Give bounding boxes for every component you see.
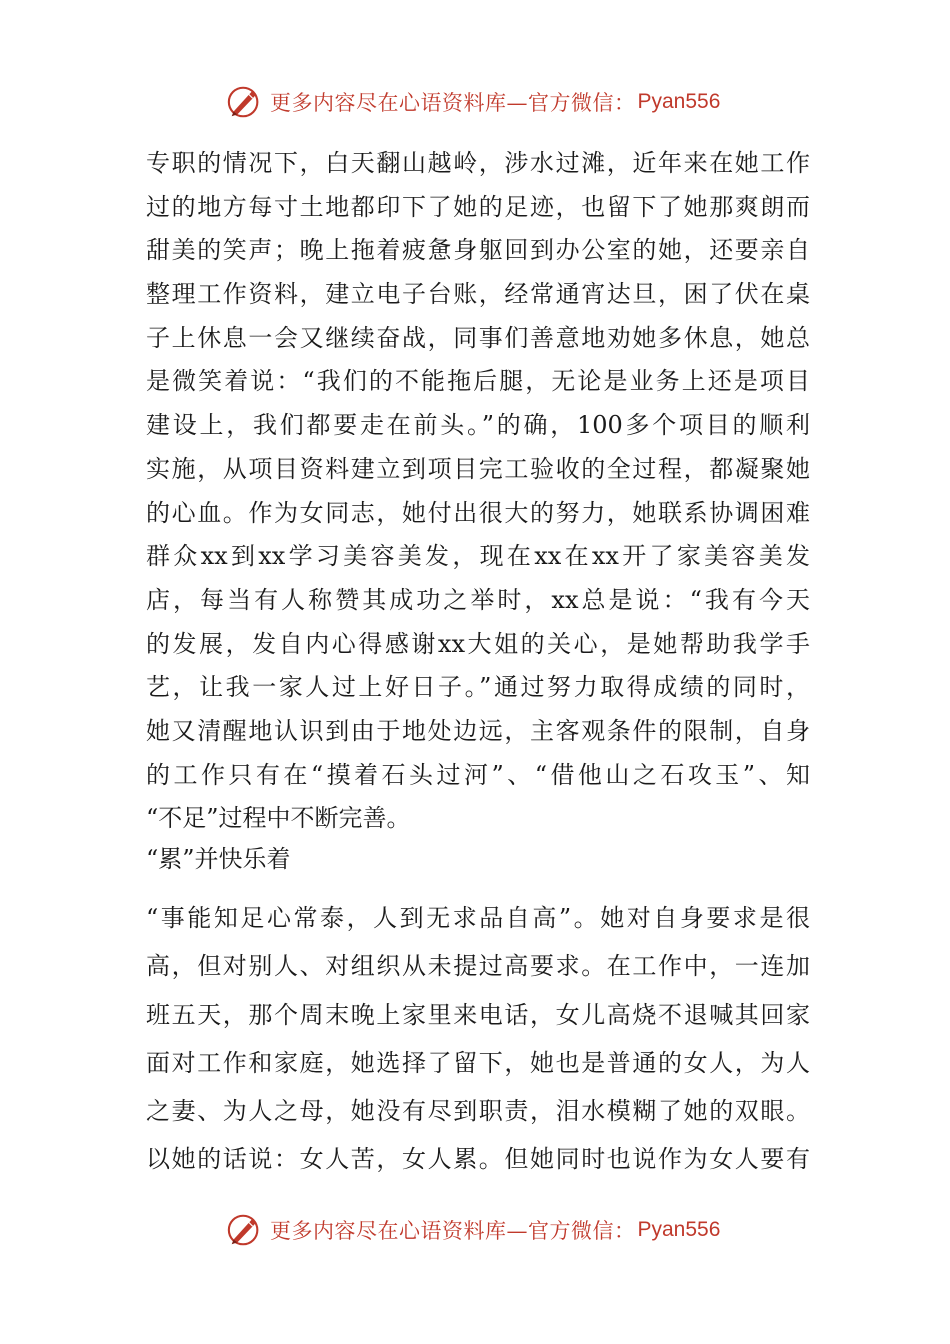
pen-logo-icon [226,83,264,121]
text-line: 班五天，那个周末晚上家里来电话，女儿高烧不退喊其回家 [146,1000,810,1029]
text-line: 面对工作和家庭，她选择了留下，她也是普通的女人，为人 [146,1048,810,1077]
footer-banner [226,1210,720,1250]
text-line: 甜美的笑声；晚上拖着疲惫身躯回到办公室的她，还要亲自 [146,236,810,265]
header-banner-handle: Pyan556 [637,90,721,113]
text-line: 她又清醒地认识到由于地处边远，主客观条件的限制，自身 [146,716,810,745]
paragraph-1 [146,142,810,841]
text-line: 高，但对别人、对组织从未提过高要求。在工作中，一连加 [146,952,810,981]
text-line: 的工作只有在“摸着石头过河”、“借他山之石攻玉”、知 [146,760,810,789]
text-line: 专职的情况下，白天翻山越岭，涉水过滩，近年来在她工作 [146,149,810,177]
paragraph-2 [146,894,810,1184]
text-line: 的心血。作为女同志，她付出很大的努力，她联系协调困难 [146,498,810,527]
pen-logo-icon [226,1211,264,1249]
text-line: 过的地方每寸土地都印下了她的足迹，也留下了她那爽朗而 [146,192,810,221]
text-line: 整理工作资料，建立电子台账，经常通宵达旦，困了伏在桌 [146,280,810,309]
section-subheading: “累”并快乐着 [146,845,291,873]
header-banner-text: 更多内容尽在心语资料库—官方微信： [270,91,636,115]
header-banner [226,82,720,122]
text-line: 子上休息一会又继续奋战，同事们善意地劝她多休息，她总 [146,323,810,352]
text-line: 店，每当有人称赞其成功之举时，xx总是说：“我有今天 [146,585,810,614]
footer-banner-handle: Pyan556 [637,1218,721,1241]
text-line: 的发展，发自内心得感谢xx大姐的关心，是她帮助我学手 [146,629,810,658]
text-line: “不足”过程中不断完善。 [146,804,411,833]
text-line: 之妻、为人之母，她没有尽到职责，泪水模糊了她的双眼。 [146,1097,810,1126]
text-line: 是微笑着说：“我们的不能拖后腿，无论是业务上还是项目 [146,367,810,396]
text-line: “事能知足心常泰，人到无求品自高”。她对自身要求是很 [146,904,810,932]
text-line: 艺，让我一家人过上好日子。”通过努力取得成绩的同时， [146,673,810,702]
text-line: 群众xx到xx学习美容美发，现在xx在xx开了家美容美发 [146,542,810,571]
text-line: 建设上，我们都要走在前头。”的确，100多个项目的顺利 [146,411,810,440]
text-line: 实施，从项目资料建立到项目完工验收的全过程，都凝聚她 [146,454,810,483]
footer-banner-text: 更多内容尽在心语资料库—官方微信： [270,1219,636,1243]
text-line: 以她的话说：女人苦，女人累。但她同时也说作为女人要有 [146,1145,810,1174]
